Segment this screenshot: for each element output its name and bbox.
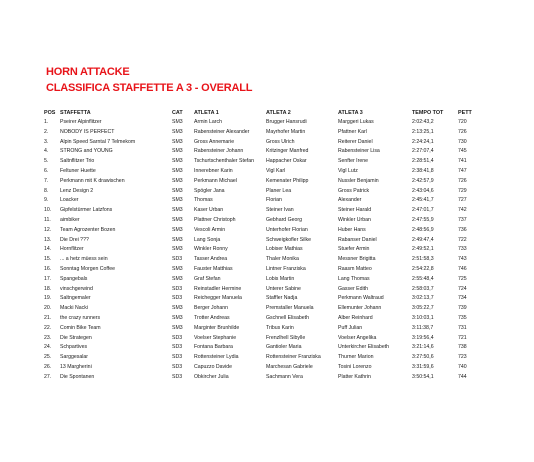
header-athlete-1: ATLETA 1 xyxy=(194,110,219,116)
cell-athlete-2: Vigl Karl xyxy=(266,167,286,174)
cell-bib: 737 xyxy=(458,216,467,223)
cell-pos: 12. xyxy=(44,226,52,233)
cell-athlete-2: Gross Ulrich xyxy=(266,138,295,145)
cell-category: SM3 xyxy=(172,305,183,312)
cell-team: NOBODY IS PERFECT xyxy=(60,128,115,135)
cell-athlete-3: Winkler Urban xyxy=(338,216,371,223)
table-row xyxy=(44,118,486,128)
table-row xyxy=(44,177,486,187)
cell-bib: 731 xyxy=(458,324,467,331)
cell-athlete-1: Trotter Andreas xyxy=(194,314,230,321)
cell-athlete-1: Fontana Barbara xyxy=(194,344,233,351)
cell-bib: 722 xyxy=(458,236,467,243)
cell-bib: 723 xyxy=(458,354,467,361)
cell-total-time: 2:55:48,4 xyxy=(412,275,434,282)
cell-athlete-2: Happacher Oskar xyxy=(266,158,307,165)
cell-pos: 7. xyxy=(44,177,49,184)
cell-bib: 733 xyxy=(458,246,467,253)
results-table-header xyxy=(44,108,486,118)
cell-total-time: 3:10:03,1 xyxy=(412,314,434,321)
cell-athlete-2: Schweigkofler Silke xyxy=(266,236,311,243)
cell-team: vinschgerwind xyxy=(60,285,93,292)
cell-category: SM3 xyxy=(172,128,183,135)
cell-category: SM3 xyxy=(172,197,183,204)
cell-team: Lenz Design 2 xyxy=(60,187,94,194)
cell-athlete-1: Graf Stefan xyxy=(194,275,221,282)
cell-bib: 747 xyxy=(458,167,467,174)
cell-athlete-3: Vigl Lutz xyxy=(338,167,358,174)
header-bib: PETT xyxy=(458,110,472,116)
cell-team: Alpin Speed Sarntal 7 Telmekom xyxy=(60,138,136,145)
cell-total-time: 2:49:52,1 xyxy=(412,246,434,253)
cell-total-time: 2:51:58,3 xyxy=(412,256,434,263)
cell-athlete-1: Lang Sonja xyxy=(194,236,221,243)
cell-total-time: 2:27:07,4 xyxy=(412,148,434,155)
cell-total-time: 3:19:56,4 xyxy=(412,334,434,341)
cell-pos: 8. xyxy=(44,187,49,194)
cell-athlete-3: Senfter Irene xyxy=(338,158,368,165)
cell-athlete-1: Spögler Jana xyxy=(194,187,225,194)
cell-bib: 726 xyxy=(458,177,467,184)
cell-bib: 742 xyxy=(458,207,467,214)
event-title: HORN ATTACKE xyxy=(46,66,130,78)
table-row xyxy=(44,294,486,304)
cell-athlete-3: Marggeri Lukas xyxy=(338,119,374,125)
cell-total-time: 2:28:51,4 xyxy=(412,158,434,165)
cell-team: Loacker xyxy=(60,197,79,204)
cell-category: SM3 xyxy=(172,226,183,233)
cell-athlete-2: Gschnell Elisabeth xyxy=(266,314,309,321)
cell-athlete-1: Thomas xyxy=(194,197,213,204)
cell-team: 13 Margherini xyxy=(60,363,92,370)
cell-category: SD3 xyxy=(172,373,183,380)
cell-total-time: 2:13:25,1 xyxy=(412,128,434,135)
cell-category: SM3 xyxy=(172,275,183,282)
cell-team: Sonntag Morgen Coffee xyxy=(60,265,115,272)
cell-athlete-1: Kaser Urban xyxy=(194,207,224,214)
cell-team: ... a hetz müess sein xyxy=(60,256,108,263)
header-row xyxy=(44,108,486,118)
cell-athlete-3: Alexander xyxy=(338,197,362,204)
cell-team: Die Spontanen xyxy=(60,373,95,380)
cell-team: Saltnflitzer Trio xyxy=(60,158,95,165)
cell-athlete-3: Gross Patrick xyxy=(338,187,370,194)
table-row xyxy=(44,314,486,324)
cell-athlete-3: Thurner Marion xyxy=(338,354,374,361)
cell-athlete-2: Florian xyxy=(266,197,282,204)
cell-athlete-2: Unterhofer Florian xyxy=(266,226,308,233)
table-row xyxy=(44,138,486,148)
table-row xyxy=(44,128,486,138)
table-row xyxy=(44,167,486,177)
classification-title: CLASSIFICA STAFFETTE A 3 - OVERALL xyxy=(46,82,253,94)
cell-pos: 14. xyxy=(44,246,52,253)
cell-total-time: 3:21:14,6 xyxy=(412,344,434,351)
table-row xyxy=(44,147,486,157)
cell-pos: 23. xyxy=(44,334,52,341)
cell-athlete-3: Reiterer Daniel xyxy=(338,138,373,145)
table-row xyxy=(44,324,486,334)
cell-bib: 743 xyxy=(458,256,467,263)
cell-athlete-3: Unterkircher Elisabeth xyxy=(338,344,390,351)
cell-team: Hornflitzer xyxy=(60,246,84,253)
cell-pos: 27. xyxy=(44,373,52,380)
cell-category: SD3 xyxy=(172,354,183,361)
cell-bib: 735 xyxy=(458,314,467,321)
cell-team: STRONG and YOUNG xyxy=(60,148,113,155)
cell-athlete-1: Armin Larch xyxy=(194,119,222,125)
table-row xyxy=(44,353,486,363)
cell-pos: 13. xyxy=(44,236,52,243)
cell-athlete-1: Voelser Stephanie xyxy=(194,334,237,341)
cell-athlete-1: Rabensteiner Johann xyxy=(194,148,244,155)
cell-team: Spangebals xyxy=(60,275,88,282)
table-row xyxy=(44,285,486,295)
cell-bib: 729 xyxy=(458,187,467,194)
cell-athlete-3: Lang Thomas xyxy=(338,275,370,282)
cell-category: SM3 xyxy=(172,177,183,184)
cell-team: Feltuner Huette xyxy=(60,167,96,174)
cell-bib: 721 xyxy=(458,334,467,341)
cell-athlete-1: Perkmann Michael xyxy=(194,177,237,184)
cell-total-time: 2:45:41,7 xyxy=(412,197,434,204)
cell-team: Macki Nacki xyxy=(60,305,88,312)
cell-total-time: 3:27:50,6 xyxy=(412,354,434,361)
table-row xyxy=(44,216,486,226)
results-table xyxy=(44,108,486,383)
cell-pos: 2. xyxy=(44,128,49,135)
cell-athlete-1: Rabensteiner Alexander xyxy=(194,128,250,135)
cell-category: SM3 xyxy=(172,148,183,155)
cell-athlete-1: Innerebner Karin xyxy=(194,167,233,174)
cell-pos: 10. xyxy=(44,207,52,214)
cell-pos: 18. xyxy=(44,285,52,292)
cell-total-time: 2:58:03,7 xyxy=(412,285,434,292)
cell-bib: 736 xyxy=(458,226,467,233)
cell-total-time: 3:31:59,6 xyxy=(412,363,434,370)
cell-total-time: 2:47:01,7 xyxy=(412,207,434,214)
cell-athlete-3: Rabensteiner Lisa xyxy=(338,148,380,155)
cell-team: Gipfelstürmer Latzfons xyxy=(60,207,113,214)
cell-team: Sarggesalar xyxy=(60,354,88,361)
cell-athlete-1: Tschurtschenthaler Stefan xyxy=(194,158,254,165)
cell-athlete-2: Kritzinger Manfred xyxy=(266,148,309,155)
cell-team: Team Agrozenter Bozen xyxy=(60,226,116,233)
cell-pos: 17. xyxy=(44,275,52,282)
table-row xyxy=(44,255,486,265)
cell-bib: 726 xyxy=(458,128,467,135)
cell-team: Die Strategen xyxy=(60,334,92,341)
cell-bib: 746 xyxy=(458,265,467,272)
cell-total-time: 3:02:13,7 xyxy=(412,295,434,302)
header-pos: POS xyxy=(44,110,56,116)
table-row xyxy=(44,245,486,255)
table-row xyxy=(44,275,486,285)
cell-athlete-2: Premstaller Manuela xyxy=(266,305,314,312)
cell-pos: 26. xyxy=(44,363,52,370)
table-row xyxy=(44,187,486,197)
table-row xyxy=(44,373,486,383)
cell-athlete-3: Nussler Benjamin xyxy=(338,177,379,184)
cell-athlete-2: Thaler Monika xyxy=(266,256,299,263)
cell-pos: 20. xyxy=(44,305,52,312)
cell-athlete-2: Lobis Martin xyxy=(266,275,295,282)
cell-athlete-1: Obkircher Julia xyxy=(194,373,229,380)
cell-category: SM3 xyxy=(172,216,183,223)
cell-bib: 741 xyxy=(458,158,467,165)
cell-athlete-3: Voelser Angelika xyxy=(338,334,377,341)
cell-pos: 1. xyxy=(44,119,49,125)
cell-athlete-2: Brugger Hansrudi xyxy=(266,119,307,125)
table-row xyxy=(44,334,486,344)
cell-category: SD3 xyxy=(172,295,183,302)
cell-team: Perkmann mit K drawischen xyxy=(60,177,125,184)
cell-athlete-2: Marchesan Gabriele xyxy=(266,363,313,370)
cell-bib: 744 xyxy=(458,373,467,380)
cell-athlete-3: Tosini Lorenzo xyxy=(338,363,372,370)
cell-category: SM3 xyxy=(172,265,183,272)
cell-total-time: 2:38:41,8 xyxy=(412,167,434,174)
table-row xyxy=(44,206,486,216)
cell-category: SM3 xyxy=(172,119,183,125)
table-row xyxy=(44,196,486,206)
cell-pos: 5. xyxy=(44,158,49,165)
cell-athlete-2: Mayrhofer Martin xyxy=(266,128,306,135)
header-team: STAFFETTA xyxy=(60,110,91,116)
cell-category: SM3 xyxy=(172,246,183,253)
cell-category: SD3 xyxy=(172,334,183,341)
cell-athlete-1: Gross Annemarie xyxy=(194,138,235,145)
cell-athlete-3: Ellemunter Johann xyxy=(338,305,382,312)
cell-bib: 730 xyxy=(458,138,467,145)
cell-athlete-3: Stuefer Armin xyxy=(338,246,370,253)
table-row xyxy=(44,304,486,314)
cell-athlete-2: Kemenater Philipp xyxy=(266,177,309,184)
cell-athlete-1: Tasser Andrea xyxy=(194,256,228,263)
cell-athlete-2: Tribus Karin xyxy=(266,324,294,331)
header-total-time: TEMPO TOT xyxy=(412,110,444,116)
cell-athlete-2: Lobiser Mathias xyxy=(266,246,303,253)
cell-category: SM3 xyxy=(172,138,183,145)
cell-total-time: 2:49:47,4 xyxy=(412,236,434,243)
cell-pos: 9. xyxy=(44,197,49,204)
cell-category: SM3 xyxy=(172,207,183,214)
cell-bib: 740 xyxy=(458,363,467,370)
cell-athlete-3: Rabanser Daniel xyxy=(338,236,377,243)
cell-athlete-2: Sachmann Vera xyxy=(266,373,303,380)
cell-category: SD3 xyxy=(172,344,183,351)
cell-pos: 11. xyxy=(44,216,51,223)
cell-athlete-2: Lintner Franziska xyxy=(266,265,306,272)
cell-athlete-3: Perkmann Waltraud xyxy=(338,295,384,302)
cell-category: SM3 xyxy=(172,158,183,165)
cell-pos: 6. xyxy=(44,167,49,174)
cell-team: Saltngemaler xyxy=(60,295,91,302)
table-row xyxy=(44,363,486,373)
cell-pos: 3. xyxy=(44,138,49,145)
cell-category: SM3 xyxy=(172,167,183,174)
cell-athlete-2: Planer Lea xyxy=(266,187,292,194)
table-row xyxy=(44,226,486,236)
cell-category: SD3 xyxy=(172,363,183,370)
cell-athlete-3: Huber Hans xyxy=(338,226,366,233)
cell-team: aimbiker xyxy=(60,216,80,223)
cell-total-time: 2:47:55,9 xyxy=(412,216,434,223)
cell-athlete-2: Frenzlhell Sibylle xyxy=(266,334,306,341)
cell-team: Schpartives xyxy=(60,344,88,351)
cell-pos: 16. xyxy=(44,265,52,272)
cell-total-time: 2:24:24,1 xyxy=(412,138,434,145)
cell-total-time: 2:43:04,6 xyxy=(412,187,434,194)
cell-category: SM3 xyxy=(172,314,183,321)
cell-bib: 725 xyxy=(458,275,467,282)
cell-athlete-1: Capuzzo Davide xyxy=(194,363,233,370)
cell-category: SD3 xyxy=(172,256,183,263)
cell-total-time: 2:48:56,9 xyxy=(412,226,434,233)
header-athlete-3: ATLETA 3 xyxy=(338,110,363,116)
cell-category: SM3 xyxy=(172,187,183,194)
cell-pos: 4. xyxy=(44,148,49,155)
cell-athlete-3: Alber Reinhard xyxy=(338,314,373,321)
cell-athlete-1: Vescoli Armin xyxy=(194,226,226,233)
header-athlete-2: ATLETA 2 xyxy=(266,110,291,116)
cell-athlete-1: Reinstadler Hermine xyxy=(194,285,242,292)
cell-pos: 24. xyxy=(44,344,52,351)
cell-team: Pseirer Alpinflitzer xyxy=(60,119,102,125)
cell-athlete-1: Fauster Matthias xyxy=(194,265,233,272)
cell-athlete-1: Winkler Ronny xyxy=(194,246,228,253)
cell-athlete-1: Plattner Christoph xyxy=(194,216,236,223)
cell-athlete-1: Reichegger Manuela xyxy=(194,295,242,302)
table-row xyxy=(44,343,486,353)
cell-athlete-2: Rottensteiner Franziska xyxy=(266,354,321,361)
cell-athlete-1: Berger Johann xyxy=(194,305,229,312)
cell-bib: 724 xyxy=(458,285,467,292)
cell-athlete-3: Messner Brigitta xyxy=(338,256,376,263)
cell-pos: 25. xyxy=(44,354,52,361)
cell-team: Comin Bike Team xyxy=(60,324,101,331)
cell-team: the crazy runners xyxy=(60,314,101,321)
cell-total-time: 2:42:57,9 xyxy=(412,177,434,184)
cell-athlete-1: Rottensteiner Lydia xyxy=(194,354,239,361)
cell-category: SM3 xyxy=(172,324,183,331)
results-table-body xyxy=(44,118,486,383)
cell-athlete-3: Puff Julian xyxy=(338,324,363,331)
table-row xyxy=(44,236,486,246)
cell-bib: 745 xyxy=(458,148,467,155)
table-row xyxy=(44,265,486,275)
cell-total-time: 3:50:54,1 xyxy=(412,373,434,380)
cell-athlete-2: Gantioler Maria xyxy=(266,344,302,351)
cell-athlete-2: Staffler Nadja xyxy=(266,295,298,302)
cell-bib: 727 xyxy=(458,197,467,204)
table-row xyxy=(44,157,486,167)
cell-category: SD3 xyxy=(172,285,183,292)
cell-total-time: 3:11:38,7 xyxy=(412,324,434,331)
cell-athlete-3: Steiner Harald xyxy=(338,207,372,214)
cell-bib: 738 xyxy=(458,344,467,351)
cell-pos: 15. xyxy=(44,256,52,263)
cell-pos: 22. xyxy=(44,324,52,331)
cell-pos: 19. xyxy=(44,295,52,302)
cell-team: Die Drei ??? xyxy=(60,236,89,243)
cell-athlete-3: Platter Kathrin xyxy=(338,373,371,380)
cell-athlete-1: Marginter Brunhilde xyxy=(194,324,240,331)
cell-bib: 739 xyxy=(458,305,467,312)
cell-athlete-3: Gasser Edith xyxy=(338,285,368,292)
cell-athlete-2: Gebhard Georg xyxy=(266,216,303,223)
cell-bib: 734 xyxy=(458,295,467,302)
header-cat: CAT xyxy=(172,110,183,116)
cell-total-time: 2:54:22,8 xyxy=(412,265,434,272)
cell-bib: 720 xyxy=(458,119,467,125)
cell-total-time: 2:02:43,2 xyxy=(412,119,434,125)
cell-category: SM3 xyxy=(172,236,183,243)
cell-total-time: 3:05:22,7 xyxy=(412,305,434,312)
cell-athlete-3: Pfattner Karl xyxy=(338,128,367,135)
cell-athlete-2: Steiner Ivan xyxy=(266,207,294,214)
cell-athlete-3: Raasm Matteo xyxy=(338,265,372,272)
cell-athlete-2: Unterer Sabine xyxy=(266,285,301,292)
cell-pos: 21. xyxy=(44,314,52,321)
